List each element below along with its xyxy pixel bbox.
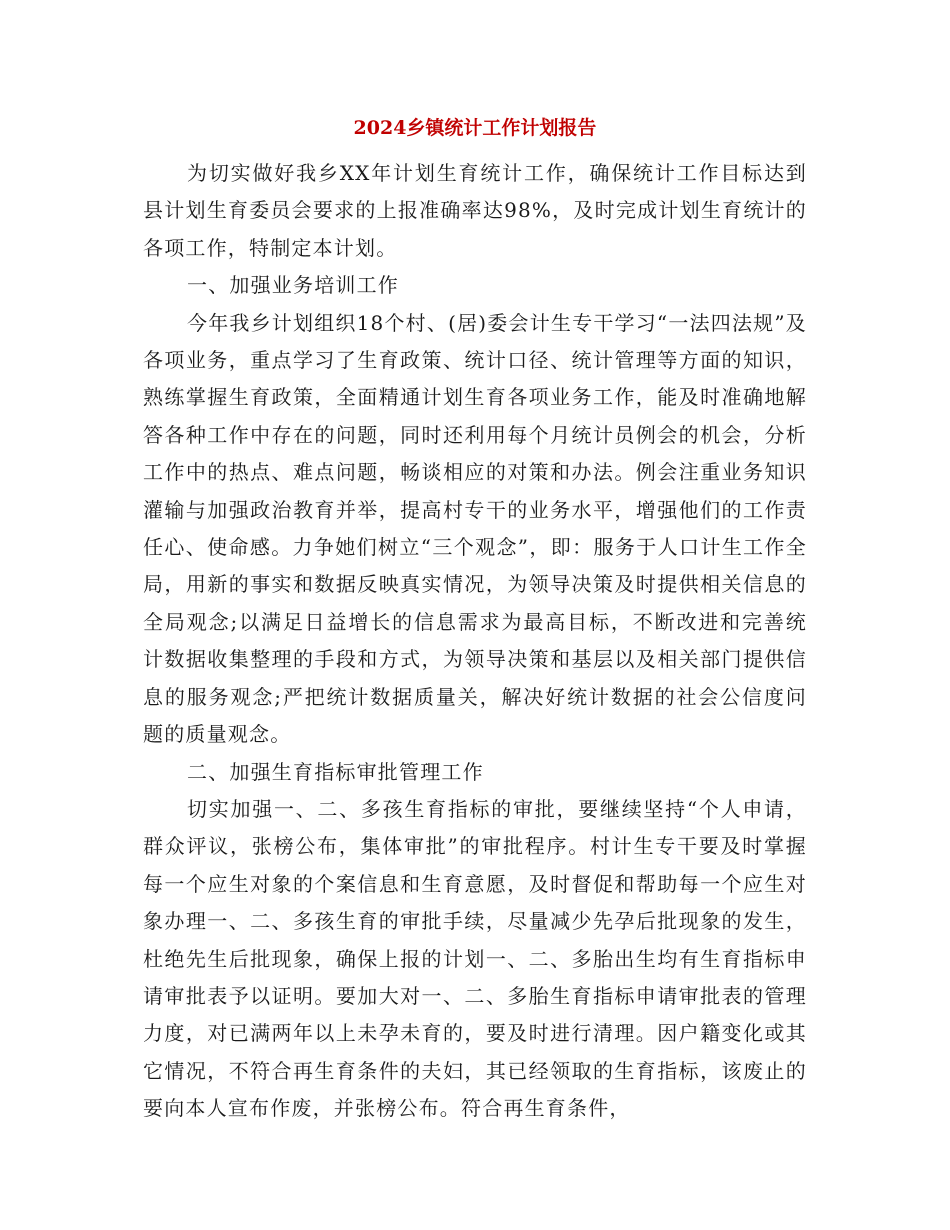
- document-title: 2024乡镇统计工作计划报告: [353, 117, 597, 139]
- section-1-paragraph: 今年我乡计划组织18个村、(居)委会计生专干学习“一法四法规”及各项业务，重点学习了生育政策、统计口径、统计管理等方面的知识，熟练掌握生育政策，全面精通计划生育各项业务工作，能及时准确地解答各种工作中存在的问题，同时还利用每个月统计员例会的机会，分析工作中的热点、难点问题，畅谈相应的对策和办法。例会注重业务知识灌输与加强政治教育并举，提高村专干的业务水平，增强他们的工作责任心、使命感。力争她们树立“三个观念”，即：服务于人口计生工作全局，用新的事实和数据反映真实情况，为领导决策及时提供相关信息的全局观念;以满足日益增长的信息需求为最高目标，不断改进和完善统计数据收集整理的手段和方式，为领导决策和基层以及相关部门提供信息的服务观念;严把统计数据质量关，解决好统计数据的社会公信度问题的质量观念。: [143, 310, 807, 747]
- section-2-paragraph: 切实加强一、二、多孩生育指标的审批，要继续坚持“个人申请，群众评议，张榜公布，集体审批”的审批程序。村计生专干要及时掌握每一个应生对象的个案信息和生育意愿，及时督促和帮助每一个应生对象办理一、二、多孩生育的审批手续，尽量减少先孕后批现象的发生，杜绝先生后批现象，确保上报的计划一、二、多胎出生均有生育指标申请审批表予以证明。要加大对一、二、多胎生育指标申请审批表的管理力度，对已满两年以上未孕未育的，要及时进行清理。因户籍变化或其它情况，不符合再生育条件的夫妇，其已经领取的生育指标，该废止的要向本人宣布作废，并张榜公布。符合再生育条件，: [143, 796, 807, 1121]
- document-body: [143, 155, 807, 1128]
- intro-paragraph: 为切实做好我乡XX年计划生育统计工作，确保统计工作目标达到县计划生育委员会要求的上报准确率达98%，及时完成计划生育统计的各项工作，特制定本计划。: [143, 161, 807, 260]
- section-heading-2: 二、加强生育指标审批管理工作: [187, 759, 484, 784]
- section-heading-1: 一、加强业务培训工作: [187, 273, 399, 298]
